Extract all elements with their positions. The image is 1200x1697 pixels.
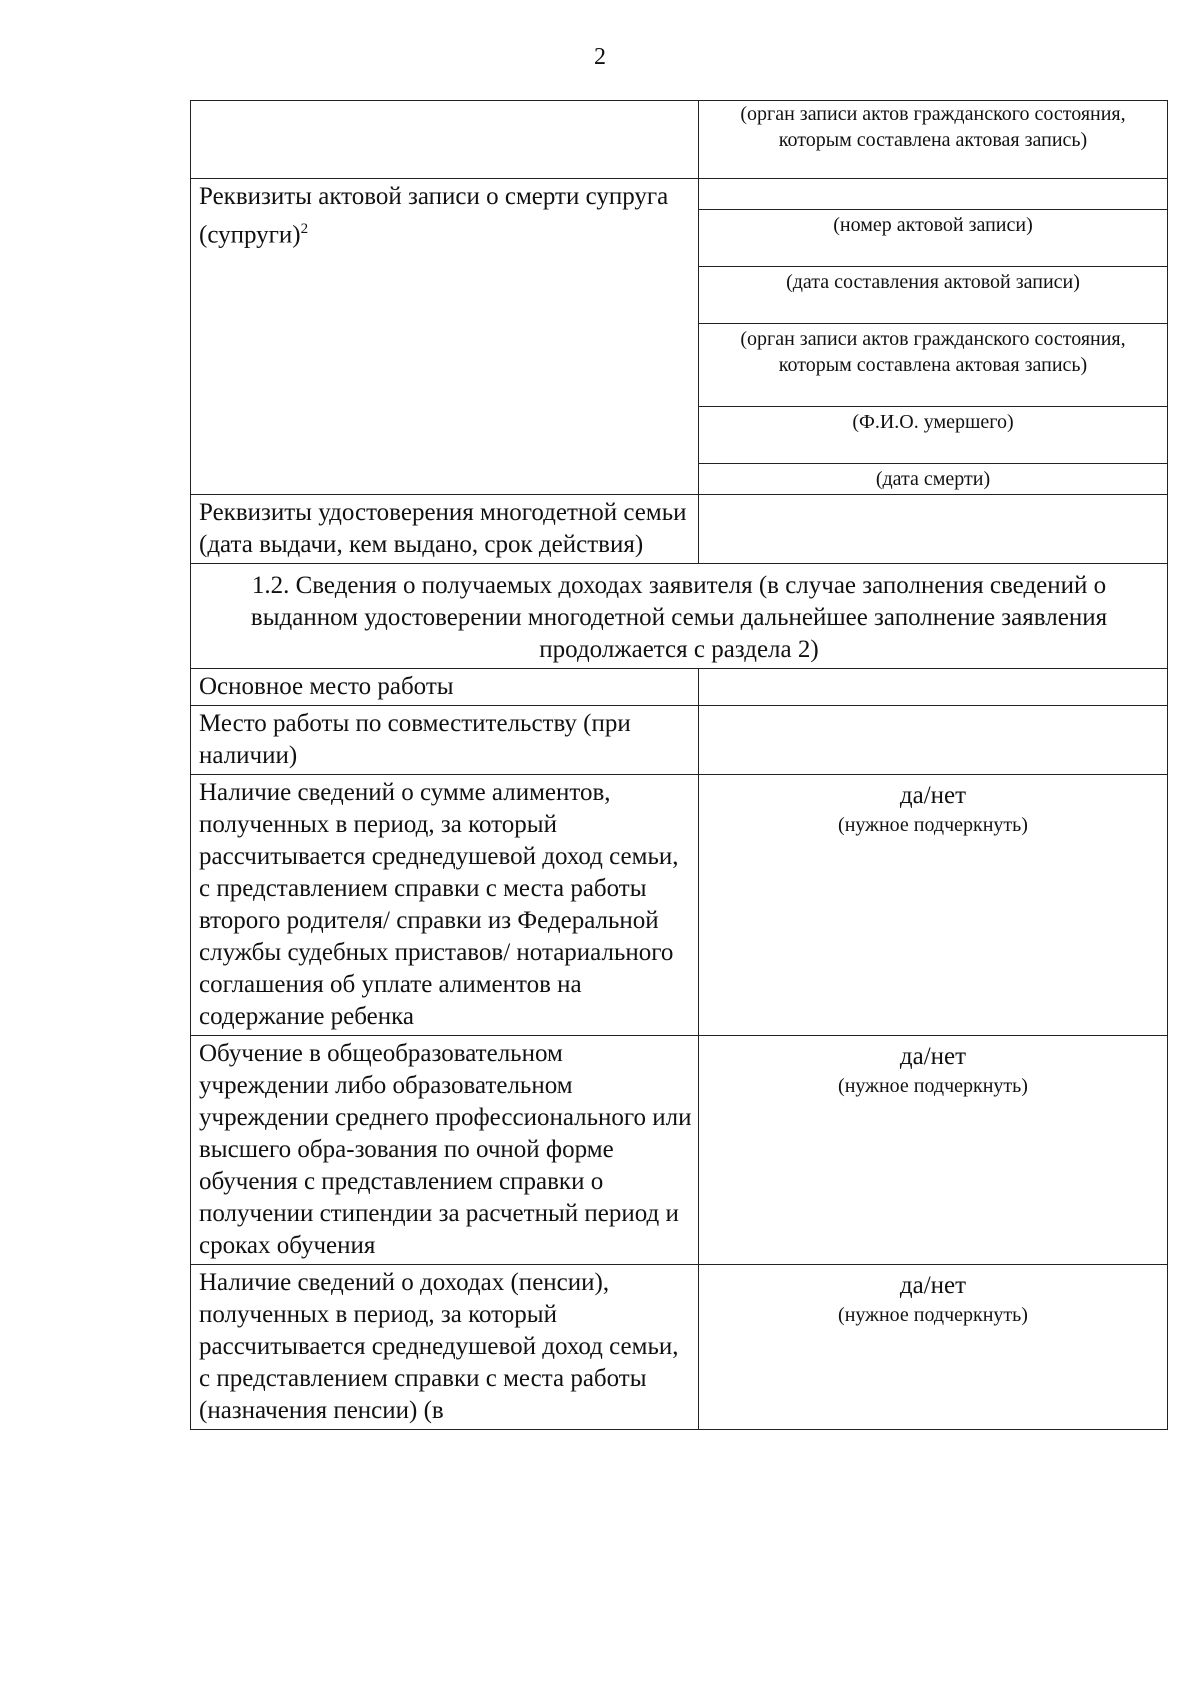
education-label: Обучение в общеобразовательном учреждении либо образовательном учреждении среднего профессионального или высшего обра-зования по очной форме обучения с представлением справки о получении стипендии за расчетный период и сроках обучения xyxy=(199,1040,692,1259)
pension-label-cell xyxy=(191,1265,699,1430)
registry-continuation-row xyxy=(191,101,1168,179)
pension-choice-hint: (нужное подчеркнуть) xyxy=(838,1304,1028,1326)
education-yes-no-choice[interactable]: да/нет xyxy=(899,1043,967,1070)
page-number: 2 xyxy=(594,44,606,70)
record-registry-office-field[interactable] xyxy=(699,297,1167,324)
part-time-job-label: Место работы по совместительству (при наличии) xyxy=(199,710,631,769)
registry-office-caption: (орган записи актов гражданского состояния, которым составлена актовая запись) xyxy=(740,103,1126,151)
alimony-value-cell xyxy=(699,775,1168,1036)
education-value-cell xyxy=(699,1036,1168,1265)
education-label-cell xyxy=(191,1036,699,1265)
part-time-job-value-cell[interactable] xyxy=(699,706,1168,775)
registry-continuation-value-cell xyxy=(699,101,1168,179)
deceased-name-caption: (Ф.И.О. умершего) xyxy=(852,411,1014,433)
application-form-table xyxy=(190,100,1168,1430)
main-job-row xyxy=(191,669,1168,706)
large-family-certificate-row xyxy=(191,495,1168,564)
part-time-job-label-cell xyxy=(191,706,699,775)
death-record-row xyxy=(191,179,1168,495)
section-1-2-row xyxy=(191,564,1168,669)
section-1-2-cell xyxy=(191,564,1168,669)
record-registry-office-caption: (орган записи актов гражданского состояния, которым составлена актовая запись) xyxy=(740,328,1126,376)
death-date-caption: (дата смерти) xyxy=(875,468,991,490)
record-date-field[interactable] xyxy=(699,240,1167,267)
deceased-name-field[interactable] xyxy=(699,380,1167,407)
pension-label: Наличие сведений о доходах (пенсии), полученных в период, за который рассчитывается среднедушевой доход семьи, с представлением справки с места работы (назначения пенсии) (в xyxy=(199,1269,679,1424)
alimony-choice-hint: (нужное подчеркнуть) xyxy=(838,814,1028,836)
education-choice-hint: (нужное подчеркнуть) xyxy=(838,1075,1028,1097)
large-family-certificate-label-cell xyxy=(191,495,699,564)
part-time-job-row xyxy=(191,706,1168,775)
registry-continuation-label-cell xyxy=(191,101,699,179)
main-job-value-cell[interactable] xyxy=(699,669,1168,706)
main-job-label: Основное место работы xyxy=(199,673,454,700)
pension-yes-no-choice[interactable]: да/нет xyxy=(899,1272,967,1299)
alimony-row xyxy=(191,775,1168,1036)
education-row xyxy=(191,1036,1168,1265)
main-job-label-cell xyxy=(191,669,699,706)
death-record-label: Реквизиты актовой записи о смерти супруга (супруги)$^2$ xyxy=(199,183,669,249)
large-family-certificate-label: Реквизиты удостоверения многодетной семьи (дата выдачи, кем выдано, срок действия) xyxy=(199,499,687,558)
alimony-label: Наличие сведений о сумме алиментов, полученных в период, за который рассчитывается среднедушевой доход семьи, с представлением справки с места работы второго родителя/ справки из Федеральной службы судебных приставов/ нотариального соглашения об уплате алиментов на содержание ребенка xyxy=(199,779,679,1030)
alimony-label-cell xyxy=(191,775,699,1036)
section-1-2-heading: 1.2. Сведения о получаемых доходах заявителя (в случае заполнения сведений о выданном удостоверении многодетной семьи дальнейшее заполнение заявления продолжается с раздела 2) xyxy=(250,572,1108,663)
footnote-marker: 2 xyxy=(300,221,309,237)
record-number-caption: (номер актовой записи) xyxy=(833,214,1033,236)
record-number-field[interactable] xyxy=(699,179,1167,210)
death-date-field[interactable] xyxy=(699,437,1167,464)
large-family-certificate-value-cell[interactable] xyxy=(699,495,1168,564)
pension-row xyxy=(191,1265,1168,1430)
record-date-caption: (дата составления актовой записи) xyxy=(786,271,1080,293)
pension-value-cell xyxy=(699,1265,1168,1430)
death-record-label-cell xyxy=(191,179,699,495)
death-record-fields-cell xyxy=(699,179,1168,495)
alimony-yes-no-choice[interactable]: да/нет xyxy=(899,782,967,809)
